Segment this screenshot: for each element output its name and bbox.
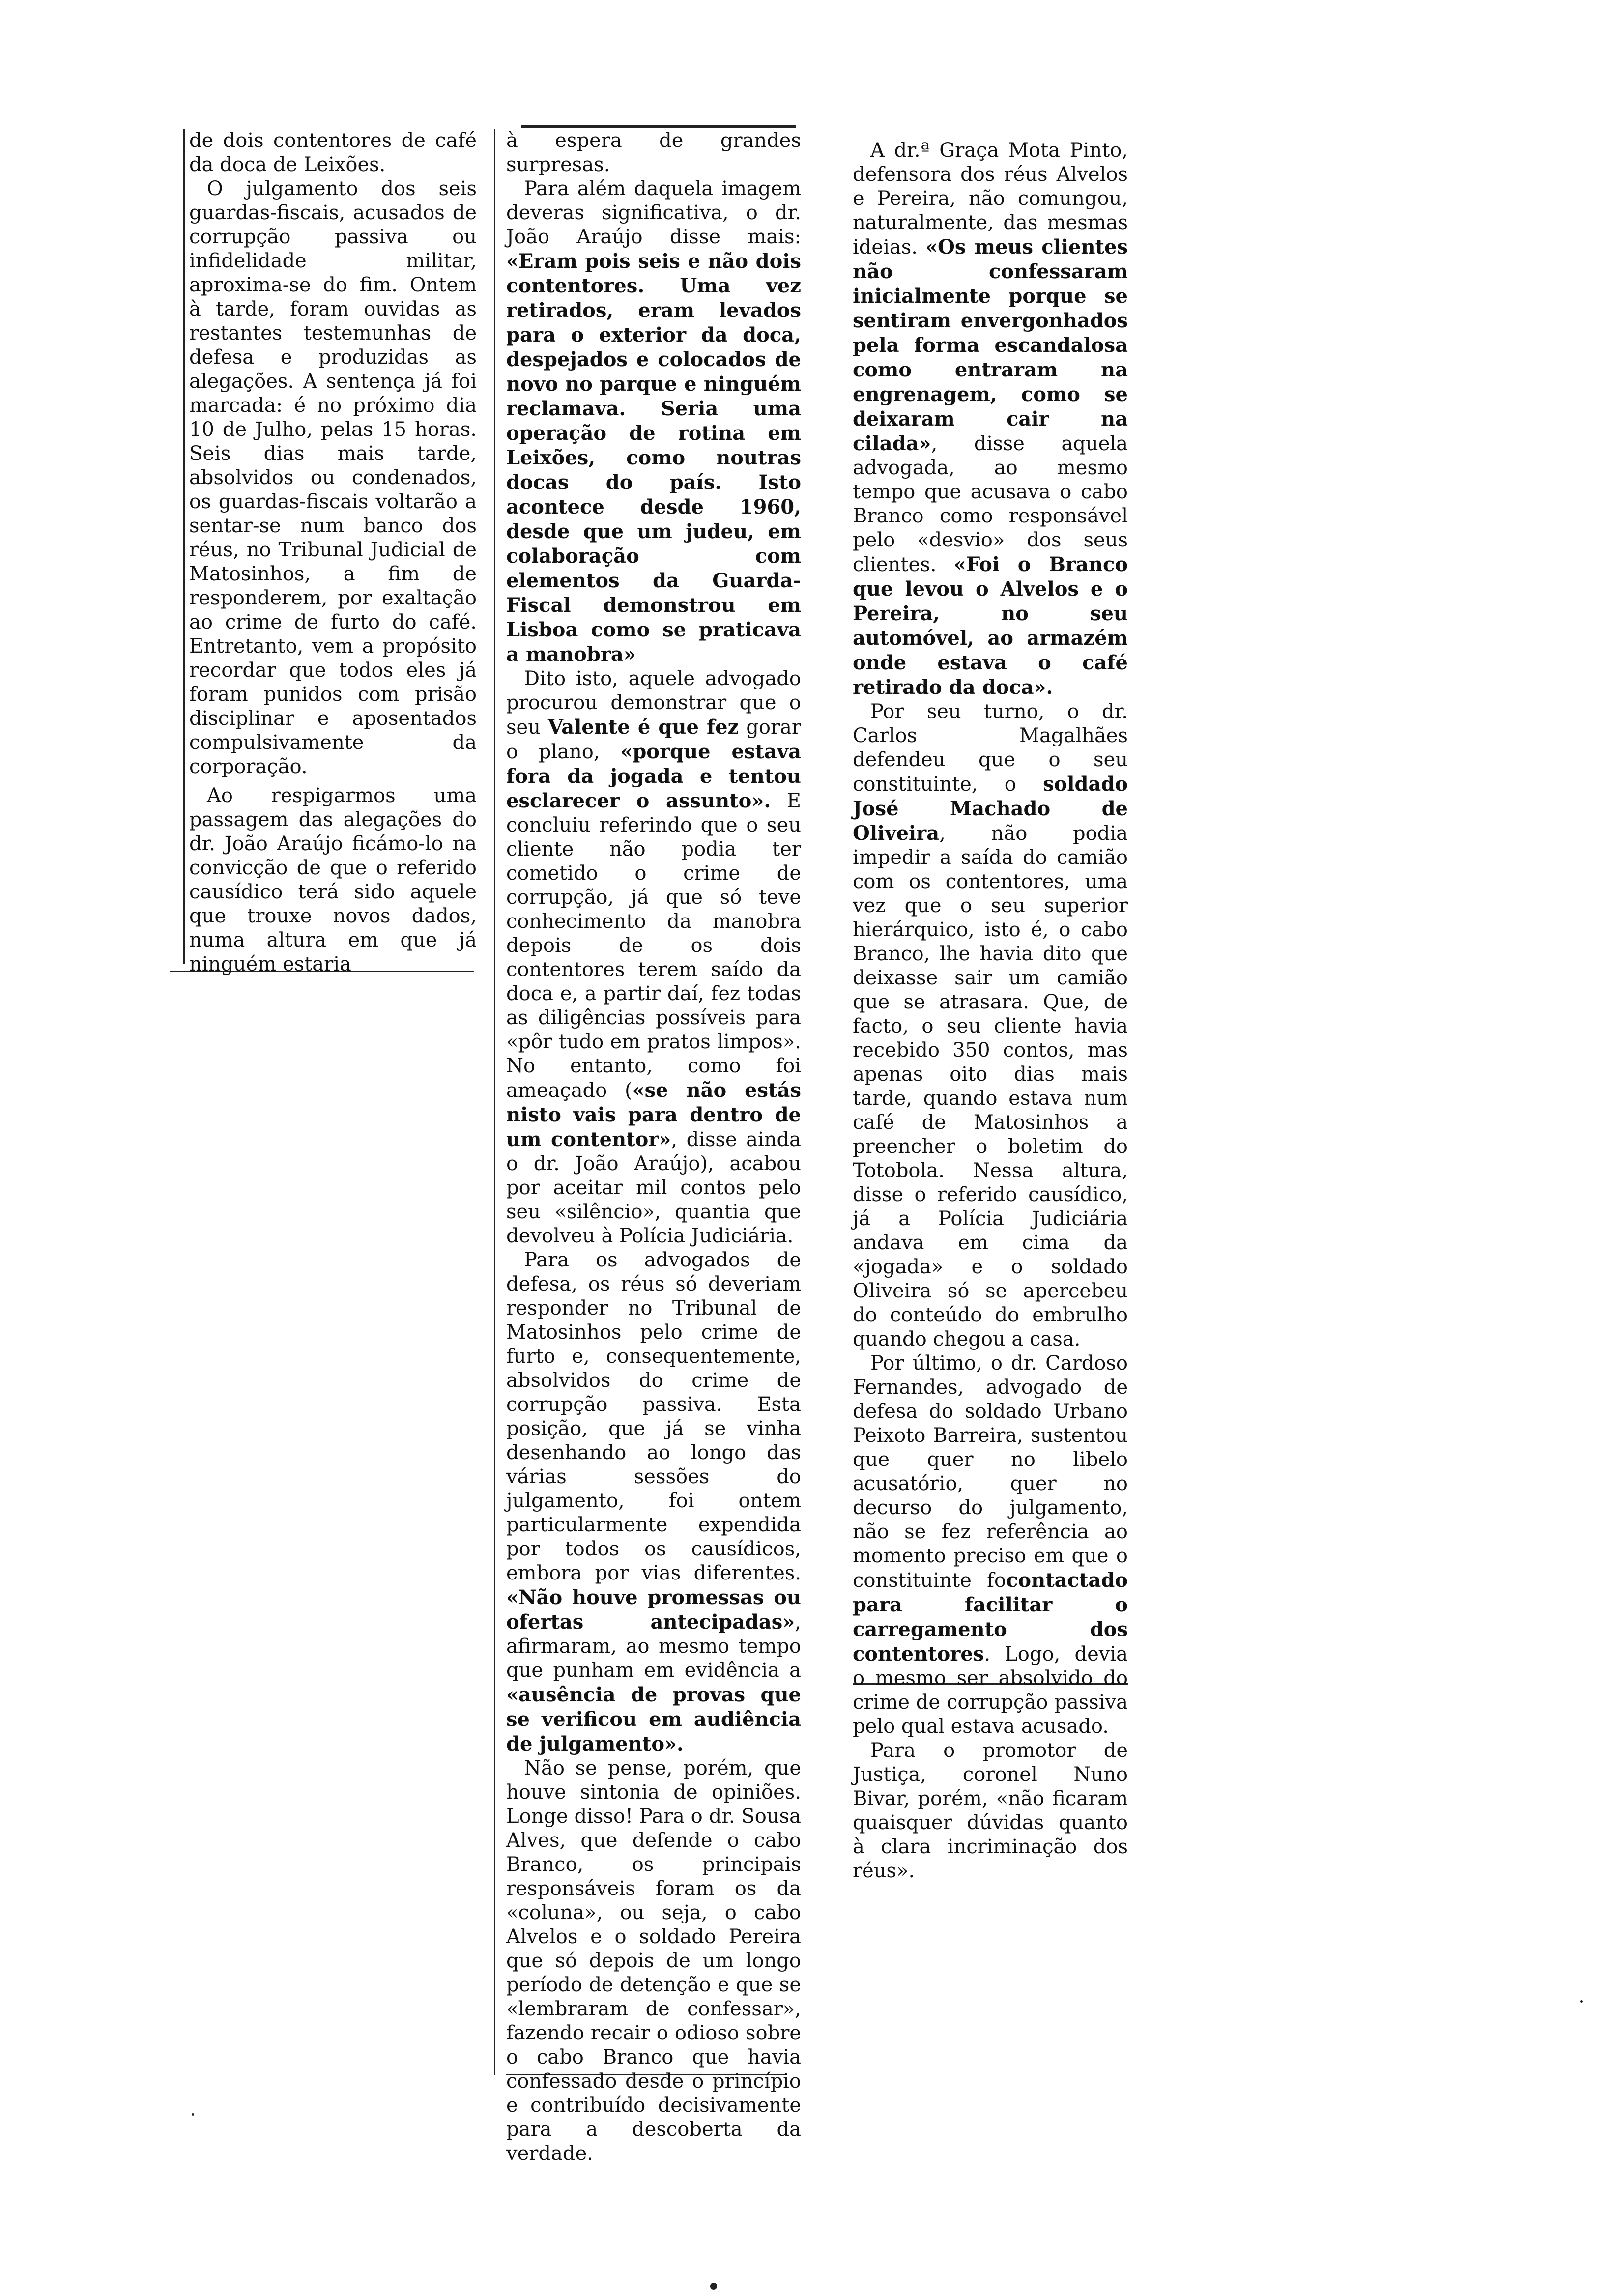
text-run: . Logo, devia o mesmo ser absolvido do crime de corrupção passiva pelo qual estava acusado. (853, 1643, 1128, 1738)
article-column-1 (189, 129, 477, 976)
article-column-3 (853, 139, 1128, 1883)
paragraph: Ao respigarmos uma passagem das alegações do dr. João Araújo ficámo-lo na convicção de que o referido causídico terá sido aquele que trouxe novos dados, numa altura em que já ninguém estaria (189, 784, 477, 976)
quote-bold: «Não houve promessas ou ofertas antecipadas» (506, 1586, 801, 1634)
text-run: , não podia impedir a saída do camião com os contentores, uma vez que o seu superior hierárquico, isto é, o cabo Branco, lhe havia dito que deixasse sair um camião que se atrasara. Que, de facto, o seu cliente havia recebido 350 contos, mas apenas oito dias mais tarde, quando estava num café de Matosinhos a preencher o boletim do Totobola. Nessa altura, disse o referido causídico, já a Polícia Judiciária andava em cima da «jogada» e o soldado Oliveira só se apercebeu do conteúdo do embrulho quando chegou a casa. (853, 822, 1128, 1350)
text-run: , afirmaram, ao mesmo tempo que punham em evidência a (506, 1611, 801, 1682)
paragraph (506, 1248, 801, 1756)
quote-bold: Valente é que fez (547, 716, 739, 739)
quote-bold: «Os meus clientes não confessaram inicialmente porque se sentiram envergonhados pela forma escandalosa como entraram na engrenagem, como se deixaram cair na cilada» (853, 235, 1128, 455)
clipping-edge-left (183, 129, 185, 964)
text-run: Por último, o dr. Cardoso Fernandes, advogado de defesa do soldado Urbano Peixoto Barreira, sustentou que quer no libelo acusatório, quer no decurso do julgamento, não se fez referência ao momento preciso em que o constituinte fo (853, 1352, 1128, 1592)
paragraph: à espera de grandes surpresas. (506, 129, 801, 176)
text-run: A dr.ª Graça Mota Pinto, defensora dos réus Alvelos e Pereira, não comungou, naturalmente, das mesmas ideias. (853, 139, 1128, 258)
quote-bold: «Eram pois seis e não dois contentores. Uma vez retirados, eram levados para o exterior da doca, despejados e colocados de novo no parque e ninguém reclamava. Seria uma operação de rotina em Leixões, como noutras docas do país. Isto acontece desde 1960, desde que um judeu, em colaboração com elementos da Guarda-Fiscal demonstrou em Lisboa como se praticava a manobra» (506, 250, 801, 666)
paragraph (853, 1351, 1128, 1739)
paragraph: de dois contentores de café da doca de Leixões. (189, 129, 477, 176)
text-run: Por seu turno, o dr. Carlos Magalhães defendeu que o seu constituinte, o (853, 700, 1128, 796)
scan-speck (1580, 2000, 1583, 2003)
text-run: , disse ainda o dr. João Araújo), acabou por aceitar mil contos pelo seu «silêncio», quantia que devolveu à Polícia Judiciária. (506, 1128, 802, 1247)
quote-bold: soldado José Machado de Oliveira (853, 773, 1128, 845)
text-run: , disse aquela advogada, ao mesmo tempo que acusava o cabo Branco como responsável pelo «desvio» dos seus clientes. (853, 432, 1128, 576)
paragraph (506, 177, 801, 667)
paragraph (506, 667, 801, 1248)
paragraph (853, 139, 1128, 700)
paragraph: O julgamento dos seis guardas-fiscais, acusados de corrupção passiva ou infidelidade militar, aproxima-se do fim. Ontem à tarde, foram ouvidas as restantes testemunhas de defesa e produzidas as alegações. A sentença já foi marcada: é no próximo dia 10 de Julho, pelas 15 horas. Seis dias mais tarde, absolvidos ou condenados, os guardas-fiscais voltarão a sentar-se num banco dos réus, no Tribunal Judicial de Matosinhos, a fim de responderem, por exaltação ao crime de furto do café. Entretanto, vem a propósito recordar que todos eles já foram punidos com prisão disciplinar e aposentados compulsivamente da corporação. (189, 177, 477, 778)
text-run: E concluiu referindo que o seu cliente não podia ter cometido o crime de corrupção, já que só teve conhecimento da manobra depois de os dois contentores terem saído da doca e, a partir daí, fez todas as diligências possíveis para «pôr tudo em pratos limpos». No entanto, como foi ameaçado ( (506, 790, 801, 1102)
paragraph: Para o promotor de Justiça, coronel Nuno Bivar, porém, «não ficaram quaisquer dúvidas quanto à clara incriminação dos réus». (853, 1739, 1128, 1882)
clipping-edge-col2-left (494, 129, 495, 2075)
quote-bold: «porque estava fora da jogada e tentou esclarecer o assunto». (506, 740, 801, 812)
text-run: Dito isto, aquele advogado procurou demonstrar que o seu (506, 667, 801, 739)
quote-bold: «Foi o Branco que levou o Alvelos e o Pereira, no seu automóvel, ao armazém onde estava o café retirado da doca». (853, 553, 1128, 699)
clipping-edge-col2-top (521, 125, 796, 128)
quote-bold: «se não estás nisto vais para dentro de um contentor» (506, 1079, 801, 1151)
quote-bold: «ausência de provas que se verificou em audiência de julgamento». (506, 1683, 801, 1755)
text-run: Para os advogados de defesa, os réus só deveriam responder no Tribunal de Matosinhos pelo crime de furto e, consequentemente, absolvidos do crime de corrupção passiva. Esta posição, que já se vinha desenhando ao longo das várias sessões do julgamento, foi ontem particularmente expendida por todos os causídicos, embora por vias diferentes. (506, 1249, 801, 1584)
text-run: Para além daquela imagem deveras significativa, o dr. João Araújo disse mais: (506, 177, 801, 248)
paragraph: Não se pense, porém, que houve sintonia de opiniões. Longe disso! Para o dr. Sousa Alves, que defende o cabo Branco, os principais responsáveis foram os da «coluna», ou seja, o cabo Alvelos e o soldado Pereira que só depois de um longo período de detenção e que se «lembraram de confessar», fazendo recair o odioso sobre o cabo Branco que havia confessado desde o princípio e contribuído decisivamente para a descoberta da verdade. (506, 1757, 801, 2165)
scan-speck (192, 2113, 194, 2116)
text-run: gorar o plano, (506, 716, 801, 763)
scan-speck (710, 2283, 717, 2290)
article-column-2 (506, 129, 801, 2166)
paragraph (853, 700, 1128, 1351)
quote-bold: contactado para facilitar o carregamento dos contentores (853, 1569, 1128, 1665)
